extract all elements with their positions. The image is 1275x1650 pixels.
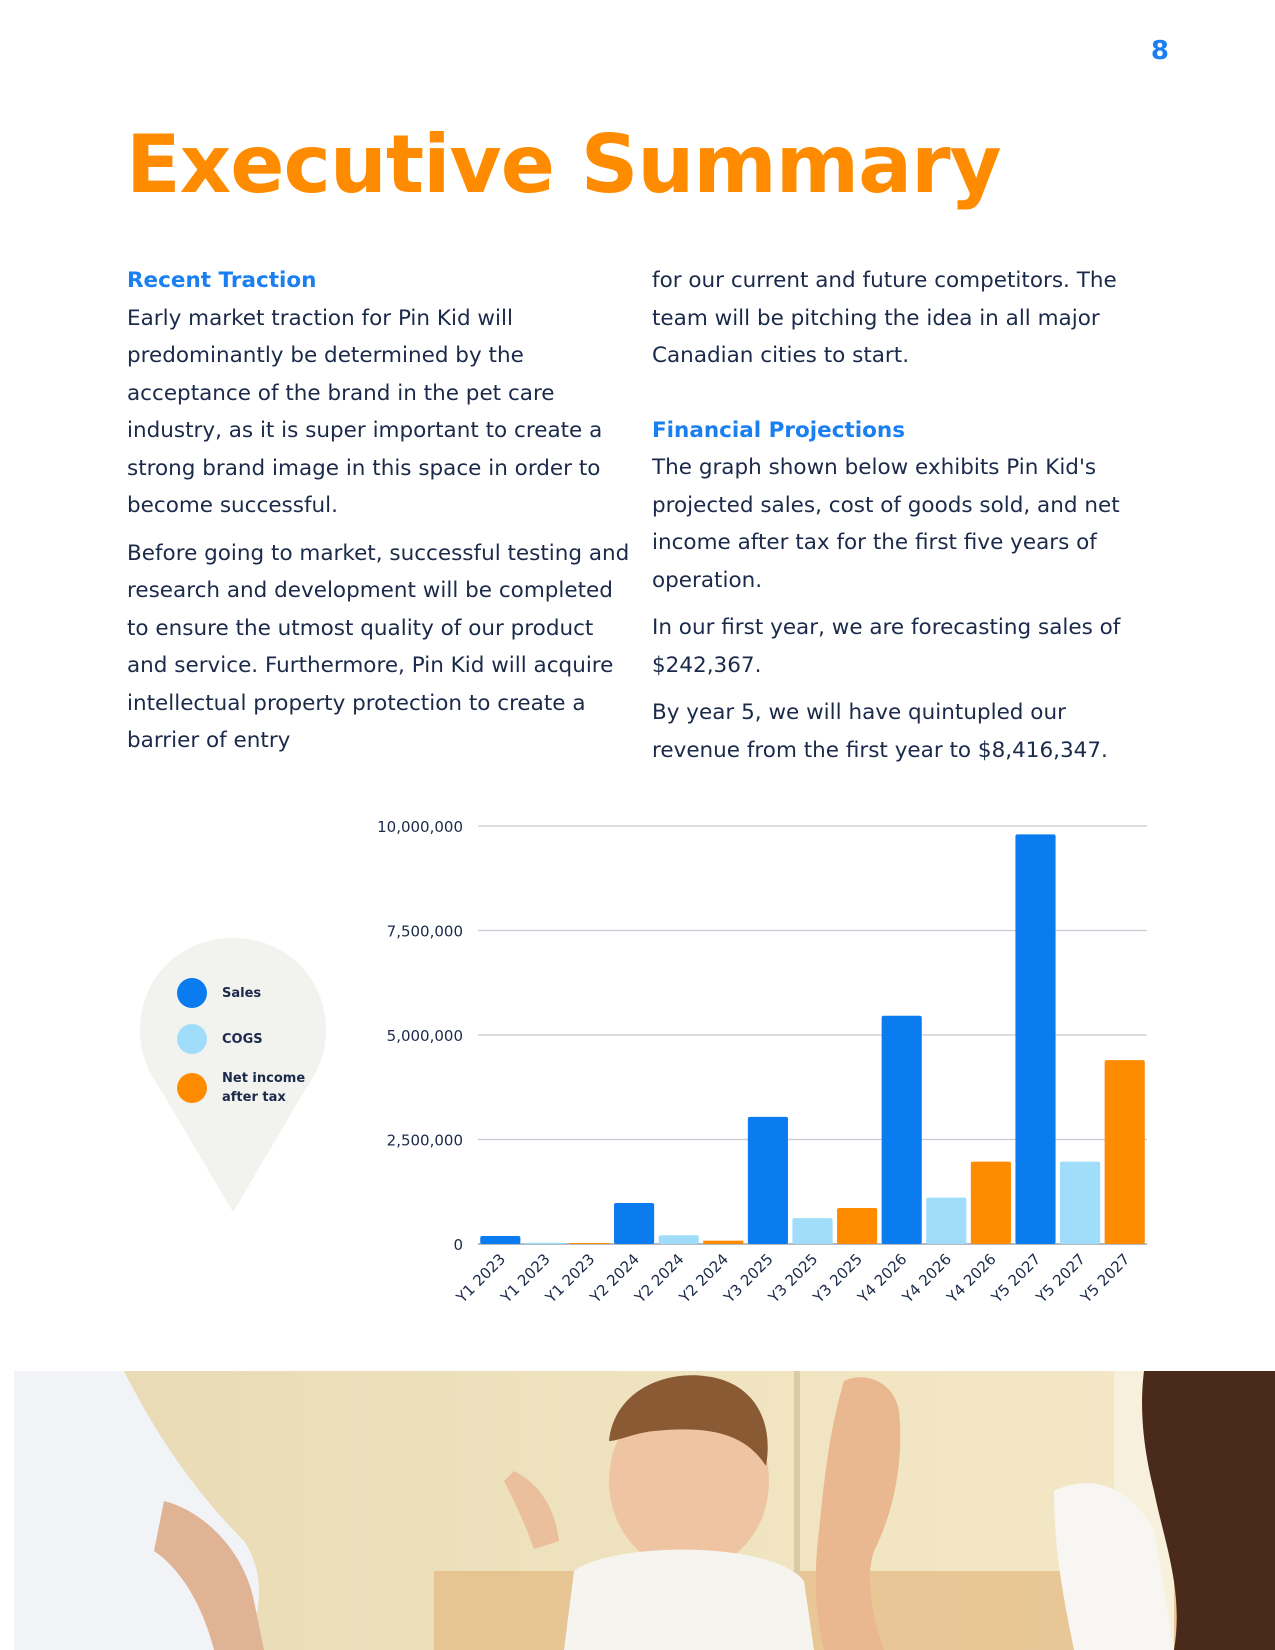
photo-image bbox=[14, 1371, 1275, 1650]
y-tick-label: 2,500,000 bbox=[386, 1131, 463, 1150]
bar-cogs bbox=[525, 1243, 565, 1244]
x-tick-label: Y4 2026 bbox=[943, 1250, 1000, 1307]
paragraph: Early market traction for Pin Kid will predominantly be determined by the acceptance of the brand in the pet care industry, as it is super important to create a strong brand image in this space in order to become successful. bbox=[127, 305, 603, 518]
left-column bbox=[127, 262, 632, 770]
bar-cogs bbox=[659, 1235, 699, 1244]
bar-net-income bbox=[971, 1162, 1011, 1244]
x-tick-label: Y5 2027 bbox=[1032, 1250, 1089, 1307]
y-tick-label: 5,000,000 bbox=[386, 1027, 463, 1045]
paragraph: Before going to market, successful testing and research and development will be completed to ensure the utmost quality of our product and service. Furthermore, Pin Kid will acquire intellectual property protection to create a barrier of entry bbox=[127, 540, 630, 753]
bar-net-income bbox=[1105, 1060, 1145, 1244]
paragraph: In our first year, we are forecasting sales of $242,367. bbox=[652, 615, 1121, 678]
paragraph: By year 5, we will have quintupled our revenue from the first year to $8,416,347. bbox=[652, 700, 1108, 763]
page-number: 8 bbox=[1150, 36, 1169, 66]
y-tick-label: 0 bbox=[453, 1236, 463, 1254]
y-tick-label: 7,500,000 bbox=[386, 922, 463, 941]
x-tick-label: Y3 2025 bbox=[720, 1250, 777, 1307]
x-tick-label: Y3 2025 bbox=[809, 1250, 866, 1307]
bar-sales bbox=[480, 1236, 520, 1244]
legend-label: COGS bbox=[222, 1031, 263, 1047]
x-tick-label: Y1 2023 bbox=[452, 1250, 510, 1307]
x-tick-label: Y1 2023 bbox=[542, 1250, 599, 1307]
x-tick-label: Y2 2024 bbox=[675, 1250, 733, 1307]
bar-sales bbox=[1015, 834, 1055, 1244]
bar-cogs bbox=[1060, 1162, 1100, 1244]
x-tick-label: Y4 2026 bbox=[898, 1250, 956, 1307]
bar-sales bbox=[748, 1117, 788, 1244]
paragraph: The graph shown below exhibits Pin Kid's projected sales, cost of goods sold, and net income after tax for the first five years of operation. bbox=[652, 455, 1120, 593]
x-tick-label: Y4 2026 bbox=[854, 1250, 911, 1307]
legend-label: Sales bbox=[222, 985, 262, 1001]
x-tick-label: Y5 2027 bbox=[1077, 1250, 1134, 1307]
page-title: Executive Summary bbox=[126, 118, 1001, 211]
bar-net-income bbox=[837, 1208, 877, 1244]
bar-cogs bbox=[792, 1218, 832, 1244]
bar-net-income bbox=[569, 1243, 609, 1244]
bar-sales bbox=[882, 1016, 922, 1244]
y-tick-label: 10,000,000 bbox=[377, 818, 463, 836]
x-tick-label: Y2 2024 bbox=[631, 1250, 688, 1307]
bar-sales bbox=[614, 1203, 654, 1244]
right-column bbox=[652, 262, 1157, 779]
financial-projections-bar-chart bbox=[0, 800, 1275, 1320]
x-tick-label: Y3 2025 bbox=[765, 1250, 822, 1307]
bar-net-income bbox=[703, 1241, 743, 1244]
bar-cogs bbox=[926, 1198, 966, 1244]
x-tick-label: Y2 2024 bbox=[586, 1250, 643, 1307]
x-tick-label: Y5 2027 bbox=[988, 1250, 1045, 1307]
x-tick-label: Y1 2023 bbox=[497, 1250, 554, 1307]
section-heading-financial-projections: Financial Projections bbox=[652, 417, 906, 443]
photo-illustration bbox=[14, 1371, 1275, 1650]
paragraph: for our current and future competitors. The team will be pitching the idea in all major Canadian cities to start. bbox=[652, 268, 1117, 368]
legend-label: Net income after tax bbox=[222, 1071, 306, 1105]
section-heading-recent-traction: Recent Traction bbox=[127, 268, 317, 293]
